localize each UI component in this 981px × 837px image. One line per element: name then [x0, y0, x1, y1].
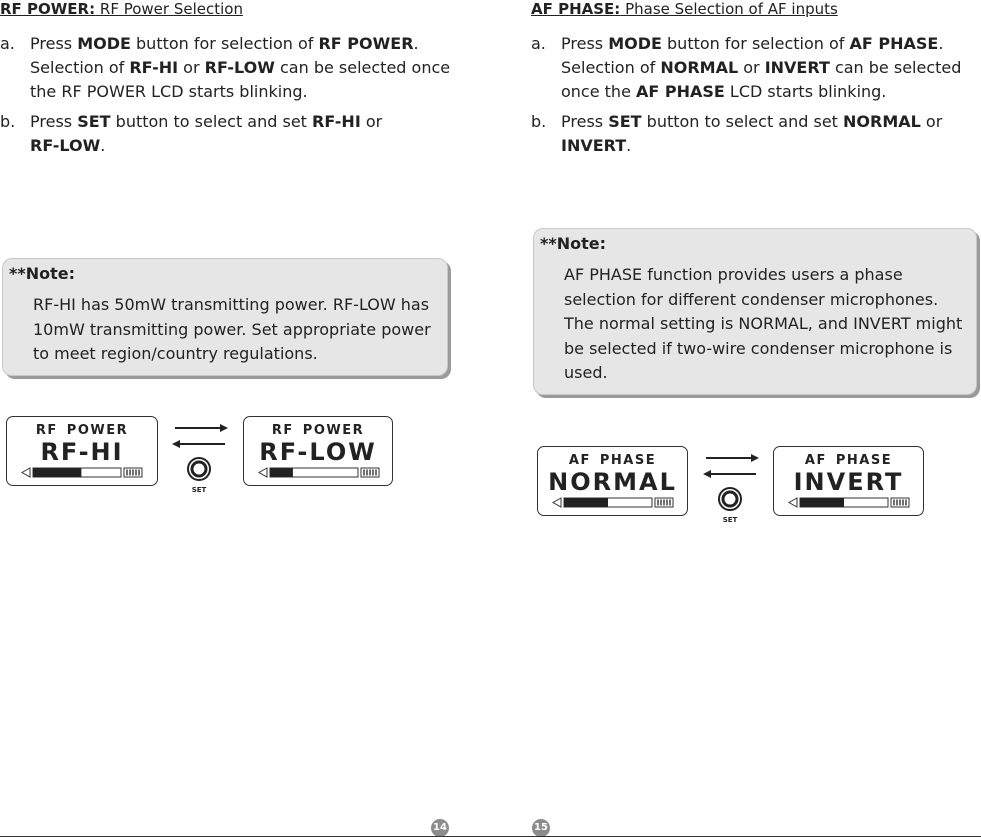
af-phase-heading: AF PHASE: Phase Selection of AF inputs: [531, 0, 838, 18]
step-b: b. Press SET button to select and set NORMAL or INVERT.: [531, 112, 943, 155]
rf-power-heading: RF POWER: RF Power Selection: [0, 0, 243, 18]
battery-level-icon: [788, 497, 912, 508]
page-number-right: 15: [532, 819, 550, 837]
rf-power-note: **Note: RF-HI has 50mW transmitting power. RF-LOW has 10mW transmitting power. Set appropriate power to meet region/country regulations.: [2, 258, 448, 376]
step-a: a. Press MODE button for selection of AF PHASE. Selection of NORMAL or INVERT can be selected once the AF PHASE LCD starts blinking.: [531, 34, 962, 101]
right-page: [531, 0, 981, 524]
page-number-left: 14: [431, 819, 449, 837]
lcd-normal: AF PHASE NORMAL: [537, 446, 688, 516]
rf-power-steps: [0, 32, 455, 158]
lcd-rf-low: RF POWER RF-LOW: [243, 416, 393, 486]
svg-text:SET: SET: [191, 486, 207, 494]
left-page: [0, 0, 460, 494]
set-button-switch-icon: [701, 450, 761, 530]
lcd-invert: AF PHASE INVERT: [773, 446, 924, 516]
battery-level-icon: [258, 467, 382, 478]
step-a: a. Press MODE button for selection of RF POWER. Selection of RF-HI or RF-LOW can be selected once the RF POWER LCD starts blinking.: [0, 34, 451, 101]
set-button-switch-icon: [170, 420, 230, 500]
battery-level-icon: [21, 467, 145, 478]
af-phase-note: **Note: AF PHASE function provides users a phase selection for different condenser microphones. The normal setting is NORMAL, and INVERT might be selected if two-wire condenser microphone is used.: [533, 228, 977, 395]
step-b: b. Press SET button to select and set RF-HI or RF-LOW.: [0, 112, 383, 155]
svg-text:SET: SET: [722, 516, 738, 524]
battery-level-icon: [552, 497, 676, 508]
lcd-rf-hi: RF POWER RF-HI: [6, 416, 158, 486]
af-phase-steps: [531, 32, 977, 158]
